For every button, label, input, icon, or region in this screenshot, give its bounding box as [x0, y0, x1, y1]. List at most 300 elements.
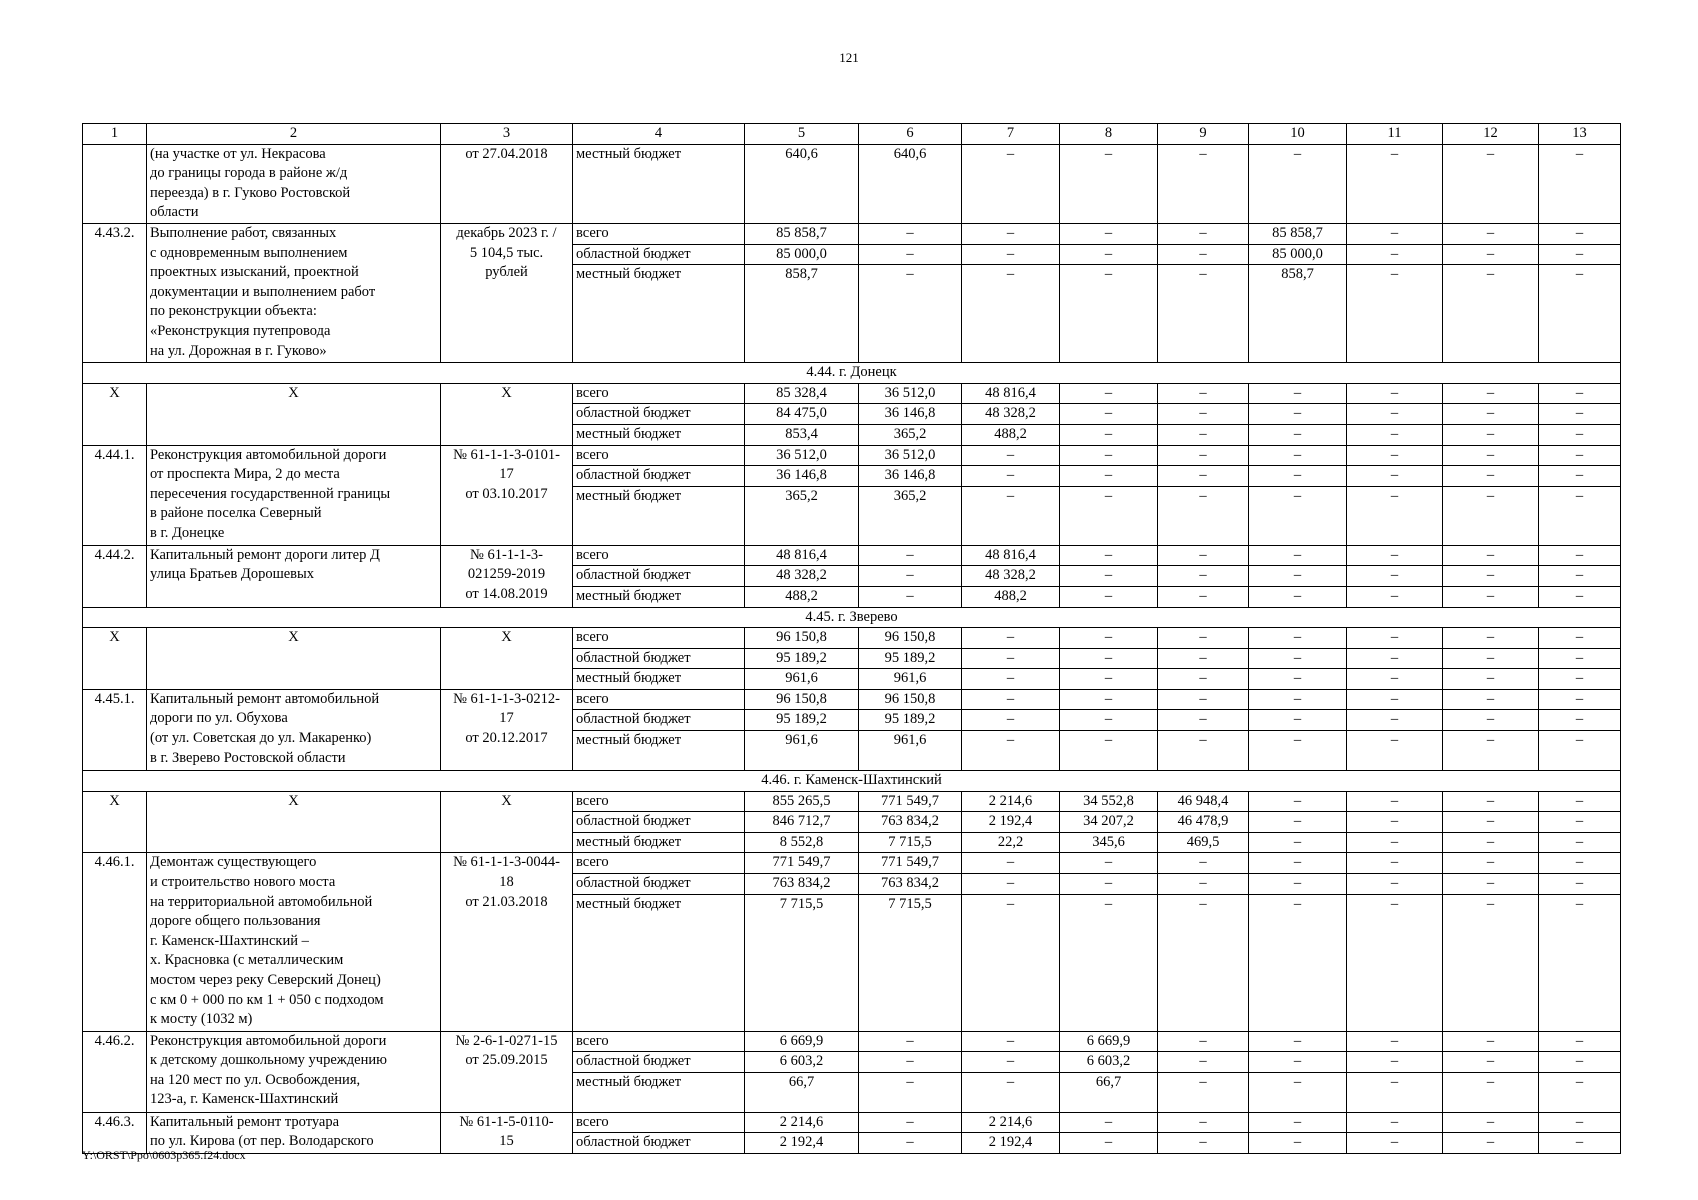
column-header-3: 3: [441, 124, 573, 145]
amount-cell-col-5: 846 712,7: [745, 812, 859, 833]
amount-cell-col-10: –: [1249, 486, 1347, 545]
amount-cell-col-5: 365,2: [745, 486, 859, 545]
amount-cell-col-5: 6 669,9: [745, 1031, 859, 1052]
amount-cell-col-13: –: [1539, 1112, 1621, 1133]
amount-cell-col-12: –: [1443, 832, 1539, 853]
amount-cell-col-9: –: [1158, 1031, 1249, 1052]
funding-source-cell: всего: [573, 545, 745, 566]
amount-cell-col-11: –: [1347, 894, 1443, 1031]
funding-source-cell: областной бюджет: [573, 874, 745, 895]
item-document-cell: № 2-6-1-0271-15 от 25.09.2015: [441, 1031, 573, 1112]
item-description-cell: Выполнение работ, связанных с одновременным выполнением проектных изысканий, проектной документации и выполнением работ по реконструкции объекта: «Реконструкция путепровода на ул. Дорожная в г. Гуково»: [147, 223, 441, 362]
item-document-cell: от 27.04.2018: [441, 144, 573, 223]
item-number-cell: 4.44.2.: [83, 545, 147, 607]
amount-cell-col-12: –: [1443, 545, 1539, 566]
amount-cell-col-7: –: [962, 1031, 1060, 1052]
table-row: [83, 791, 1621, 812]
funding-source-cell: всего: [573, 383, 745, 404]
amount-cell-col-11: –: [1347, 1133, 1443, 1154]
amount-cell-col-6: 365,2: [859, 486, 962, 545]
item-description-cell: Х: [147, 383, 441, 445]
amount-cell-col-13: –: [1539, 486, 1621, 545]
amount-cell-col-12: –: [1443, 731, 1539, 771]
funding-source-cell: областной бюджет: [573, 812, 745, 833]
amount-cell-col-8: –: [1060, 566, 1158, 587]
column-header-1: 1: [83, 124, 147, 145]
amount-cell-col-6: 36 512,0: [859, 383, 962, 404]
amount-cell-col-13: –: [1539, 874, 1621, 895]
section-title: 4.44. г. Донецк: [83, 363, 1621, 384]
amount-cell-col-9: –: [1158, 1112, 1249, 1133]
amount-cell-col-10: –: [1249, 689, 1347, 710]
amount-cell-col-5: 85 858,7: [745, 223, 859, 244]
amount-cell-col-9: –: [1158, 1133, 1249, 1154]
funding-source-cell: местный бюджет: [573, 265, 745, 363]
amount-cell-col-9: –: [1158, 244, 1249, 265]
amount-cell-col-10: 85 000,0: [1249, 244, 1347, 265]
amount-cell-col-12: –: [1443, 566, 1539, 587]
amount-cell-col-10: –: [1249, 1072, 1347, 1112]
amount-cell-col-9: 46 948,4: [1158, 791, 1249, 812]
table-row: [83, 144, 1621, 223]
funding-source-cell: местный бюджет: [573, 486, 745, 545]
column-header-4: 4: [573, 124, 745, 145]
amount-cell-col-11: –: [1347, 791, 1443, 812]
amount-cell-col-13: –: [1539, 1133, 1621, 1154]
table-row: [83, 545, 1621, 566]
amount-cell-col-10: 85 858,7: [1249, 223, 1347, 244]
amount-cell-col-11: –: [1347, 1052, 1443, 1073]
amount-cell-col-10: –: [1249, 545, 1347, 566]
amount-cell-col-12: –: [1443, 669, 1539, 690]
amount-cell-col-5: 84 475,0: [745, 404, 859, 425]
amount-cell-col-10: –: [1249, 853, 1347, 874]
funding-source-cell: областной бюджет: [573, 566, 745, 587]
amount-cell-col-12: –: [1443, 424, 1539, 445]
amount-cell-col-9: –: [1158, 265, 1249, 363]
amount-cell-col-11: –: [1347, 466, 1443, 487]
amount-cell-col-13: –: [1539, 466, 1621, 487]
amount-cell-col-13: –: [1539, 586, 1621, 607]
amount-cell-col-5: 48 816,4: [745, 545, 859, 566]
amount-cell-col-13: –: [1539, 445, 1621, 466]
amount-cell-col-10: –: [1249, 628, 1347, 649]
amount-cell-col-9: –: [1158, 586, 1249, 607]
amount-cell-col-13: –: [1539, 545, 1621, 566]
amount-cell-col-5: 640,6: [745, 144, 859, 223]
amount-cell-col-13: –: [1539, 383, 1621, 404]
amount-cell-col-5: 2 214,6: [745, 1112, 859, 1133]
amount-cell-col-10: –: [1249, 669, 1347, 690]
amount-cell-col-5: 36 512,0: [745, 445, 859, 466]
amount-cell-col-8: –: [1060, 383, 1158, 404]
amount-cell-col-6: 771 549,7: [859, 853, 962, 874]
amount-cell-col-11: –: [1347, 689, 1443, 710]
amount-cell-col-13: –: [1539, 404, 1621, 425]
amount-cell-col-13: –: [1539, 628, 1621, 649]
amount-cell-col-12: –: [1443, 404, 1539, 425]
amount-cell-col-6: –: [859, 1052, 962, 1073]
amount-cell-col-10: –: [1249, 466, 1347, 487]
funding-source-cell: всего: [573, 1112, 745, 1133]
amount-cell-col-11: –: [1347, 853, 1443, 874]
funding-source-cell: местный бюджет: [573, 894, 745, 1031]
amount-cell-col-9: –: [1158, 894, 1249, 1031]
item-document-cell: Х: [441, 383, 573, 445]
amount-cell-col-7: 48 816,4: [962, 383, 1060, 404]
item-document-cell: № 61-1-1-3-0044- 18 от 21.03.2018: [441, 853, 573, 1031]
amount-cell-col-8: –: [1060, 586, 1158, 607]
amount-cell-col-7: –: [962, 853, 1060, 874]
amount-cell-col-5: 961,6: [745, 669, 859, 690]
amount-cell-col-9: –: [1158, 466, 1249, 487]
amount-cell-col-9: –: [1158, 404, 1249, 425]
amount-cell-col-6: –: [859, 1031, 962, 1052]
item-document-cell: № 61-1-1-3- 021259-2019 от 14.08.2019: [441, 545, 573, 607]
amount-cell-col-6: –: [859, 566, 962, 587]
amount-cell-col-11: –: [1347, 1072, 1443, 1112]
item-document-cell: № 61-1-5-0110- 15: [441, 1112, 573, 1153]
amount-cell-col-7: –: [962, 445, 1060, 466]
amount-cell-col-10: –: [1249, 424, 1347, 445]
column-header-5: 5: [745, 124, 859, 145]
column-header-2: 2: [147, 124, 441, 145]
amount-cell-col-11: –: [1347, 383, 1443, 404]
amount-cell-col-11: –: [1347, 586, 1443, 607]
amount-cell-col-5: 771 549,7: [745, 853, 859, 874]
amount-cell-col-12: –: [1443, 1133, 1539, 1154]
amount-cell-col-6: 640,6: [859, 144, 962, 223]
amount-cell-col-11: –: [1347, 812, 1443, 833]
amount-cell-col-6: 95 189,2: [859, 710, 962, 731]
column-header-9: 9: [1158, 124, 1249, 145]
amount-cell-col-7: –: [962, 265, 1060, 363]
amount-cell-col-9: –: [1158, 710, 1249, 731]
amount-cell-col-10: –: [1249, 832, 1347, 853]
amount-cell-col-5: 66,7: [745, 1072, 859, 1112]
amount-cell-col-5: 853,4: [745, 424, 859, 445]
amount-cell-col-12: –: [1443, 791, 1539, 812]
amount-cell-col-8: –: [1060, 710, 1158, 731]
column-header-8: 8: [1060, 124, 1158, 145]
section-row: [83, 771, 1621, 792]
amount-cell-col-8: –: [1060, 853, 1158, 874]
budget-table: [82, 123, 1621, 1154]
amount-cell-col-5: 8 552,8: [745, 832, 859, 853]
column-header-10: 10: [1249, 124, 1347, 145]
amount-cell-col-7: –: [962, 731, 1060, 771]
amount-cell-col-12: –: [1443, 383, 1539, 404]
amount-cell-col-13: –: [1539, 731, 1621, 771]
amount-cell-col-12: –: [1443, 648, 1539, 669]
amount-cell-col-6: –: [859, 1112, 962, 1133]
amount-cell-col-11: –: [1347, 566, 1443, 587]
funding-source-cell: областной бюджет: [573, 710, 745, 731]
section-title: 4.45. г. Зверево: [83, 607, 1621, 628]
amount-cell-col-5: 6 603,2: [745, 1052, 859, 1073]
table-row: [83, 853, 1621, 874]
amount-cell-col-8: 34 207,2: [1060, 812, 1158, 833]
amount-cell-col-12: –: [1443, 812, 1539, 833]
amount-cell-col-6: 96 150,8: [859, 628, 962, 649]
amount-cell-col-9: 469,5: [1158, 832, 1249, 853]
amount-cell-col-7: 488,2: [962, 586, 1060, 607]
amount-cell-col-10: –: [1249, 1112, 1347, 1133]
amount-cell-col-7: 22,2: [962, 832, 1060, 853]
amount-cell-col-7: –: [962, 1072, 1060, 1112]
amount-cell-col-10: –: [1249, 1052, 1347, 1073]
amount-cell-col-7: –: [962, 486, 1060, 545]
amount-cell-col-8: –: [1060, 628, 1158, 649]
amount-cell-col-8: –: [1060, 265, 1158, 363]
amount-cell-col-5: 7 715,5: [745, 894, 859, 1031]
amount-cell-col-5: 95 189,2: [745, 648, 859, 669]
amount-cell-col-11: –: [1347, 424, 1443, 445]
item-description-cell: Х: [147, 791, 441, 853]
amount-cell-col-7: –: [962, 689, 1060, 710]
amount-cell-col-12: –: [1443, 853, 1539, 874]
amount-cell-col-12: –: [1443, 628, 1539, 649]
footer-file-path: Y:\ORST\Ppo\0603p365.f24.docx: [82, 1148, 246, 1162]
amount-cell-col-8: –: [1060, 1133, 1158, 1154]
amount-cell-col-13: –: [1539, 424, 1621, 445]
item-description-cell: Капитальный ремонт автомобильной дороги по ул. Обухова (от ул. Советская до ул. Макаренко) в г. Зверево Ростовской области: [147, 689, 441, 770]
amount-cell-col-10: –: [1249, 874, 1347, 895]
amount-cell-col-13: –: [1539, 1031, 1621, 1052]
column-header-row: [83, 124, 1621, 145]
amount-cell-col-6: 95 189,2: [859, 648, 962, 669]
amount-cell-col-6: 7 715,5: [859, 832, 962, 853]
amount-cell-col-5: 858,7: [745, 265, 859, 363]
amount-cell-col-9: –: [1158, 1052, 1249, 1073]
amount-cell-col-8: 6 669,9: [1060, 1031, 1158, 1052]
amount-cell-col-12: –: [1443, 1031, 1539, 1052]
amount-cell-col-8: –: [1060, 466, 1158, 487]
column-header-11: 11: [1347, 124, 1443, 145]
amount-cell-col-8: –: [1060, 244, 1158, 265]
amount-cell-col-7: 48 328,2: [962, 566, 1060, 587]
amount-cell-col-6: –: [859, 586, 962, 607]
amount-cell-col-13: –: [1539, 791, 1621, 812]
amount-cell-col-12: –: [1443, 265, 1539, 363]
amount-cell-col-9: –: [1158, 144, 1249, 223]
funding-source-cell: областной бюджет: [573, 244, 745, 265]
funding-source-cell: областной бюджет: [573, 1052, 745, 1073]
amount-cell-col-8: 66,7: [1060, 1072, 1158, 1112]
amount-cell-col-13: –: [1539, 1052, 1621, 1073]
amount-cell-col-10: –: [1249, 894, 1347, 1031]
amount-cell-col-12: –: [1443, 874, 1539, 895]
item-description-cell: Реконструкция автомобильной дороги к детскому дошкольному учреждению на 120 мест по ул. Освобождения, 123-а, г. Каменск-Шахтинский: [147, 1031, 441, 1112]
funding-source-cell: всего: [573, 689, 745, 710]
item-number-cell: Х: [83, 628, 147, 690]
amount-cell-col-11: –: [1347, 1031, 1443, 1052]
amount-cell-col-7: 2 192,4: [962, 1133, 1060, 1154]
amount-cell-col-9: –: [1158, 874, 1249, 895]
funding-source-cell: местный бюджет: [573, 731, 745, 771]
amount-cell-col-5: 763 834,2: [745, 874, 859, 895]
item-number-cell: 4.44.1.: [83, 445, 147, 545]
funding-source-cell: всего: [573, 628, 745, 649]
item-description-cell: (на участке от ул. Некрасова до границы города в районе ж/д переезда) в г. Гуково Ростовской области: [147, 144, 441, 223]
amount-cell-col-10: –: [1249, 404, 1347, 425]
amount-cell-col-12: –: [1443, 223, 1539, 244]
amount-cell-col-8: 6 603,2: [1060, 1052, 1158, 1073]
amount-cell-col-6: –: [859, 265, 962, 363]
funding-source-cell: областной бюджет: [573, 648, 745, 669]
amount-cell-col-12: –: [1443, 710, 1539, 731]
amount-cell-col-8: –: [1060, 648, 1158, 669]
item-document-cell: Х: [441, 628, 573, 690]
funding-source-cell: всего: [573, 223, 745, 244]
amount-cell-col-13: –: [1539, 223, 1621, 244]
amount-cell-col-9: –: [1158, 566, 1249, 587]
amount-cell-col-7: –: [962, 223, 1060, 244]
funding-source-cell: местный бюджет: [573, 1072, 745, 1112]
amount-cell-col-8: –: [1060, 424, 1158, 445]
amount-cell-col-10: –: [1249, 1133, 1347, 1154]
funding-source-cell: местный бюджет: [573, 669, 745, 690]
amount-cell-col-8: 345,6: [1060, 832, 1158, 853]
amount-cell-col-8: –: [1060, 223, 1158, 244]
column-header-12: 12: [1443, 124, 1539, 145]
item-description-cell: Демонтаж существующего и строительство нового моста на территориальной автомобильной дороге общего пользования г. Каменск-Шахтинский – х. Красновка (с металлическим мостом через реку Северский Донец) с км 0 + 000 по км 1 + 050 с подходом к мосту (1032 м): [147, 853, 441, 1031]
amount-cell-col-7: 2 214,6: [962, 1112, 1060, 1133]
amount-cell-col-13: –: [1539, 689, 1621, 710]
amount-cell-col-13: –: [1539, 832, 1621, 853]
amount-cell-col-10: –: [1249, 586, 1347, 607]
amount-cell-col-7: 2 192,4: [962, 812, 1060, 833]
amount-cell-col-6: 763 834,2: [859, 874, 962, 895]
funding-source-cell: всего: [573, 1031, 745, 1052]
section-row: [83, 607, 1621, 628]
amount-cell-col-12: –: [1443, 689, 1539, 710]
amount-cell-col-8: –: [1060, 404, 1158, 425]
amount-cell-col-12: –: [1443, 486, 1539, 545]
amount-cell-col-11: –: [1347, 445, 1443, 466]
amount-cell-col-12: –: [1443, 1072, 1539, 1112]
amount-cell-col-13: –: [1539, 144, 1621, 223]
amount-cell-col-6: –: [859, 244, 962, 265]
amount-cell-col-13: –: [1539, 1072, 1621, 1112]
table-row: [83, 1031, 1621, 1052]
amount-cell-col-12: –: [1443, 466, 1539, 487]
page-number: 121: [839, 50, 859, 65]
amount-cell-col-7: –: [962, 144, 1060, 223]
amount-cell-col-8: –: [1060, 1112, 1158, 1133]
table-row: [83, 223, 1621, 244]
item-number-cell: 4.46.3.: [83, 1112, 147, 1153]
item-document-cell: декабрь 2023 г. / 5 104,5 тыс. рублей: [441, 223, 573, 362]
amount-cell-col-6: 365,2: [859, 424, 962, 445]
amount-cell-col-7: –: [962, 628, 1060, 649]
item-description-cell: Реконструкция автомобильной дороги от проспекта Мира, 2 до места пересечения государственной границы в районе поселка Северный в г. Донецке: [147, 445, 441, 545]
amount-cell-col-10: –: [1249, 812, 1347, 833]
amount-cell-col-9: –: [1158, 628, 1249, 649]
amount-cell-col-6: –: [859, 223, 962, 244]
section-title: 4.46. г. Каменск-Шахтинский: [83, 771, 1621, 792]
amount-cell-col-12: –: [1443, 1052, 1539, 1073]
amount-cell-col-9: –: [1158, 223, 1249, 244]
amount-cell-col-10: –: [1249, 710, 1347, 731]
amount-cell-col-9: –: [1158, 545, 1249, 566]
amount-cell-col-9: –: [1158, 689, 1249, 710]
table-row: [83, 445, 1621, 466]
funding-source-cell: местный бюджет: [573, 424, 745, 445]
funding-source-cell: местный бюджет: [573, 144, 745, 223]
amount-cell-col-5: 96 150,8: [745, 689, 859, 710]
amount-cell-col-11: –: [1347, 265, 1443, 363]
amount-cell-col-13: –: [1539, 853, 1621, 874]
amount-cell-col-6: –: [859, 1072, 962, 1112]
amount-cell-col-7: –: [962, 669, 1060, 690]
amount-cell-col-8: –: [1060, 669, 1158, 690]
amount-cell-col-6: 36 146,8: [859, 466, 962, 487]
amount-cell-col-10: –: [1249, 791, 1347, 812]
amount-cell-col-8: –: [1060, 874, 1158, 895]
amount-cell-col-5: 36 146,8: [745, 466, 859, 487]
amount-cell-col-11: –: [1347, 832, 1443, 853]
amount-cell-col-11: –: [1347, 223, 1443, 244]
amount-cell-col-10: –: [1249, 731, 1347, 771]
amount-cell-col-13: –: [1539, 710, 1621, 731]
amount-cell-col-8: –: [1060, 689, 1158, 710]
amount-cell-col-13: –: [1539, 669, 1621, 690]
item-number-cell: 4.45.1.: [83, 689, 147, 770]
amount-cell-col-13: –: [1539, 244, 1621, 265]
amount-cell-col-12: –: [1443, 144, 1539, 223]
amount-cell-col-10: –: [1249, 648, 1347, 669]
amount-cell-col-9: –: [1158, 486, 1249, 545]
amount-cell-col-7: –: [962, 894, 1060, 1031]
amount-cell-col-11: –: [1347, 545, 1443, 566]
amount-cell-col-9: –: [1158, 731, 1249, 771]
table-row: [83, 1112, 1621, 1133]
amount-cell-col-5: 96 150,8: [745, 628, 859, 649]
amount-cell-col-9: –: [1158, 383, 1249, 404]
table-row: [83, 383, 1621, 404]
amount-cell-col-6: 961,6: [859, 669, 962, 690]
funding-source-cell: всего: [573, 853, 745, 874]
amount-cell-col-11: –: [1347, 874, 1443, 895]
amount-cell-col-11: –: [1347, 1112, 1443, 1133]
amount-cell-col-7: –: [962, 466, 1060, 487]
item-number-cell: 4.46.2.: [83, 1031, 147, 1112]
amount-cell-col-10: –: [1249, 445, 1347, 466]
amount-cell-col-8: –: [1060, 894, 1158, 1031]
amount-cell-col-6: –: [859, 545, 962, 566]
amount-cell-col-10: –: [1249, 144, 1347, 223]
item-document-cell: № 61-1-1-3-0212- 17 от 20.12.2017: [441, 689, 573, 770]
table-row: [83, 628, 1621, 649]
amount-cell-col-8: –: [1060, 486, 1158, 545]
funding-source-cell: местный бюджет: [573, 832, 745, 853]
amount-cell-col-6: 36 146,8: [859, 404, 962, 425]
amount-cell-col-8: –: [1060, 731, 1158, 771]
amount-cell-col-6: 763 834,2: [859, 812, 962, 833]
amount-cell-col-7: –: [962, 874, 1060, 895]
amount-cell-col-12: –: [1443, 244, 1539, 265]
amount-cell-col-8: –: [1060, 445, 1158, 466]
amount-cell-col-7: –: [962, 1052, 1060, 1073]
amount-cell-col-11: –: [1347, 144, 1443, 223]
amount-cell-col-5: 85 328,4: [745, 383, 859, 404]
item-number-cell: 4.43.2.: [83, 223, 147, 362]
amount-cell-col-11: –: [1347, 710, 1443, 731]
amount-cell-col-5: 2 192,4: [745, 1133, 859, 1154]
amount-cell-col-10: –: [1249, 1031, 1347, 1052]
item-description-cell: Капитальный ремонт тротуара по ул. Кирова (от пер. Володарского: [147, 1112, 441, 1153]
